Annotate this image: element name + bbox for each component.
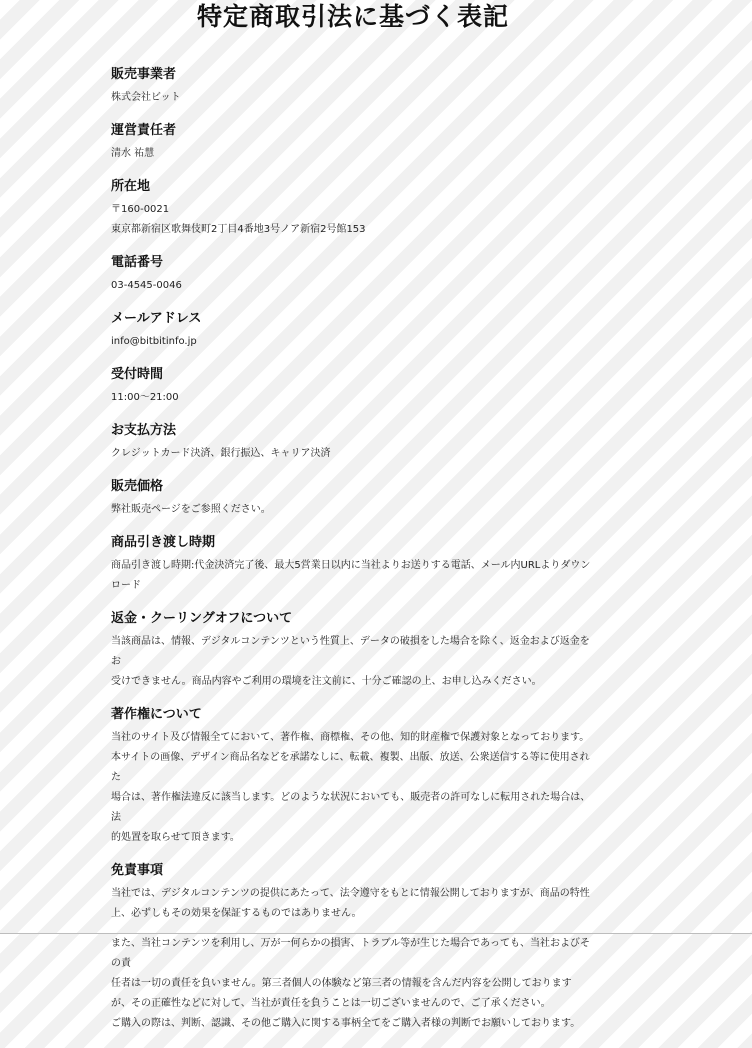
section-text: 03-4545-0046 [111,280,182,291]
section-text: 弊社販売ページをご参照ください。 [111,504,271,515]
section-heading: 運営責任者 [111,123,177,138]
section-delivery [111,534,597,596]
section-text: また、当社コンテンツを利用し、万が一何らかの損害、トラブル等が生じた場合であっても、当社およびその責 任者は一切の責任を負いません。第三者個人の体験など第三者の情報を含んだ内容を公開しております が、その正確性などに対して、当社が責任を負うことは一切ございませんので、ご了承ください。 ご購入の際は、判断、認識、その他ご購入に関する事柄全てをご購入者様の判断でお願いしております。 [111,938,590,1029]
section-text: 11:00〜21:00 [111,392,179,403]
section-body [111,88,597,108]
section-hours [111,366,597,408]
section-heading: 著作権について [111,707,202,722]
section-phone [111,254,597,296]
section-heading: 販売価格 [111,479,164,494]
section-heading: 販売事業者 [111,67,177,82]
section-manager [111,122,597,164]
section-heading: 受付時間 [111,367,164,382]
section-text: 当社では、デジタルコンテンツの提供にあたって、法令遵守をもとに情報公開しておりますが、商品の特性 上、必ずしもその効果を保証するものではありません。 [111,888,590,919]
section-seller [111,66,597,108]
section-heading: 所在地 [111,179,151,194]
section-body [111,884,597,1034]
section-body [111,388,597,408]
section-text: 〒160-0021 東京都新宿区歌舞伎町2丁目4番地3号ノア新宿2号館153 [111,204,366,235]
section-body [111,276,597,296]
section-heading: 商品引き渡し時期 [111,535,216,550]
section-body [111,632,597,692]
section-text: 清水 祐慧 [111,148,155,159]
section-heading: お支払方法 [111,423,177,438]
section-disclaimer [111,862,597,1034]
section-body [111,556,597,596]
section-heading: メールアドレス [111,311,202,326]
section-price [111,478,597,520]
section-text: クレジットカード決済、銀行振込、キャリア決済 [111,448,331,459]
section-address [111,178,597,240]
section-body [111,144,597,164]
section-email [111,310,597,352]
section-body [111,728,597,848]
section-body [111,200,597,240]
section-copyright [111,706,597,848]
section-refund [111,610,597,692]
legal-notice-content [111,66,597,1048]
section-heading: 免責事項 [111,863,164,878]
section-text: 株式会社ビット [111,92,181,103]
section-heading: 返金・クーリングオフについて [111,611,293,626]
section-body [111,444,597,464]
section-payment [111,422,597,464]
section-text: 商品引き渡し時期:代金決済完了後、最大5営業日以内に当社よりお送りする電話、メール内URLよりダウン ロード [111,560,591,591]
page-title: 特定商取引法に基づく表記 [196,2,509,31]
section-text: info@bitbitinfo.jp [111,336,197,347]
section-text: 当該商品は、情報、デジタルコンテンツという性質上、データの破損をした場合を除く、返金および返金をお 受けできません。商品内容やご利用の環境を注文前に、十分ご確認の上、お申し込みください。 [111,636,590,687]
section-heading: 電話番号 [111,255,164,270]
section-body [111,332,597,352]
section-text: 当社のサイト及び情報全てにおいて、著作権、商標権、その他、知的財産権で保護対象となっております。 本サイトの画像、デザイン商品名などを承諾なしに、転載、複製、出版、放送、公衆送信する等に使用された 場合は、著作権法違反に該当します。どのような状況においても、販売者の許可なしに転用された場合は、法 的処置を取らせて頂きます。 [111,732,591,843]
section-body [111,500,597,520]
